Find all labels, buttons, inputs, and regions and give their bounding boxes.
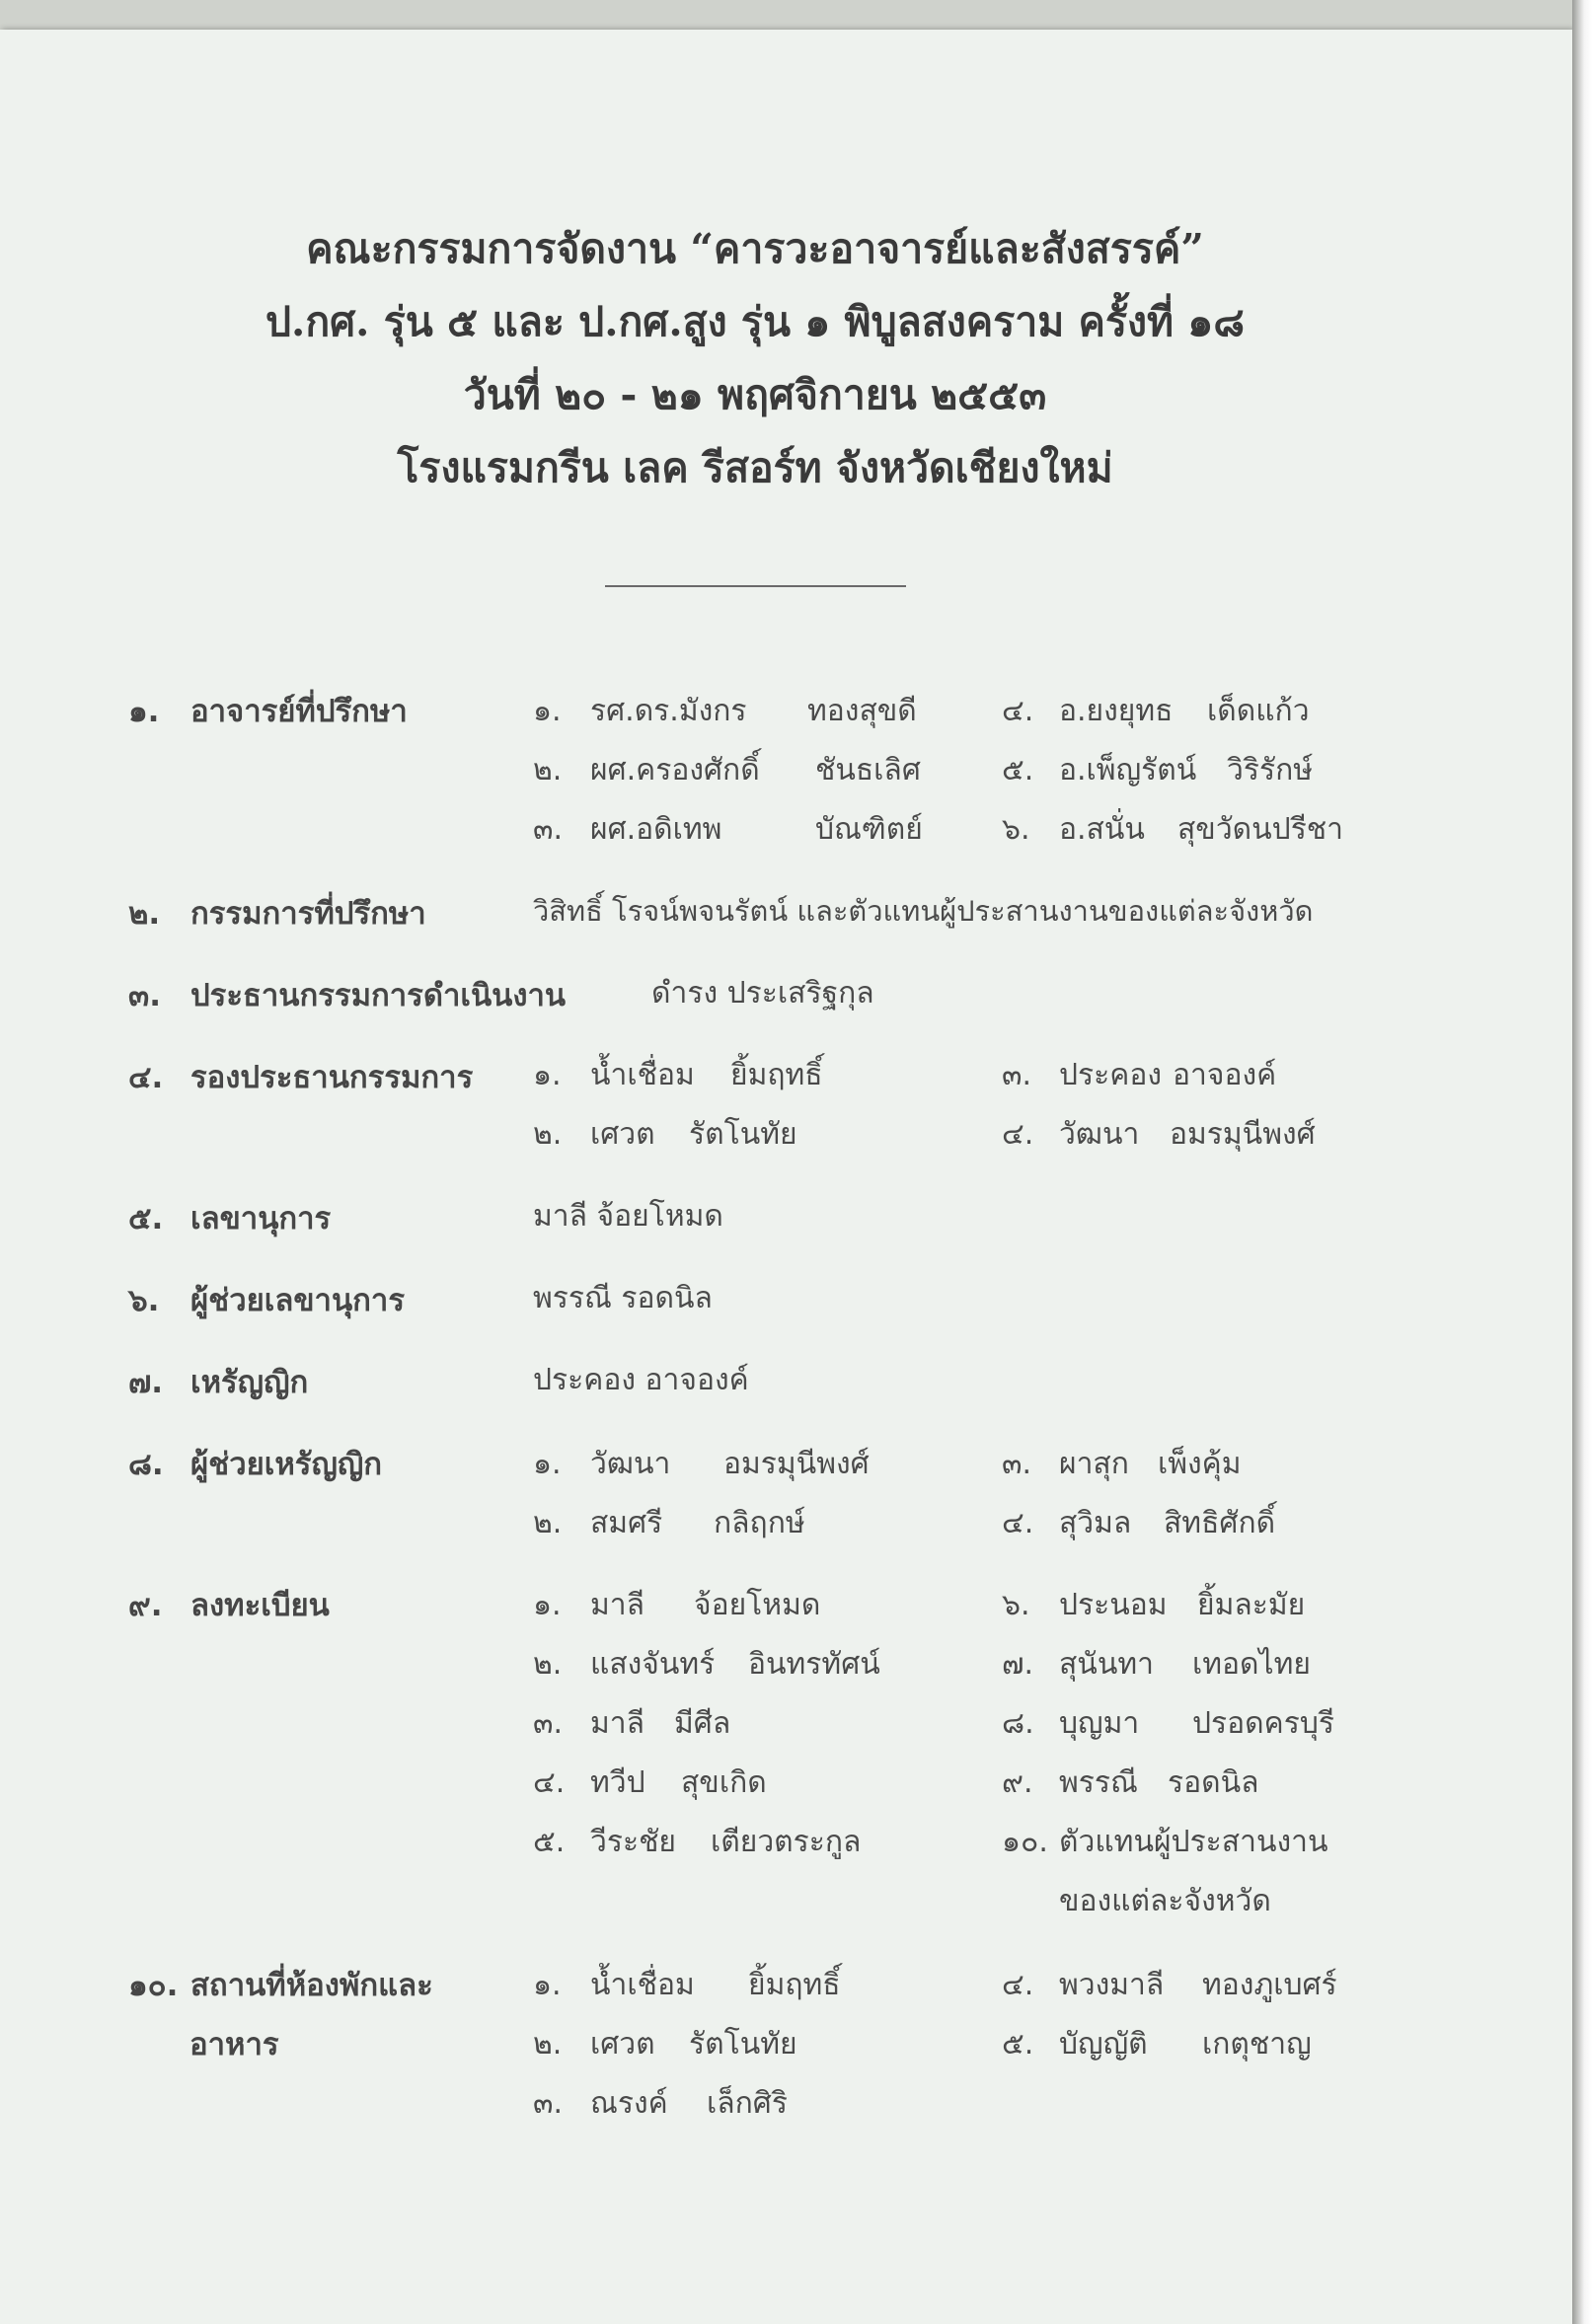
section-6-value: พรรณี รอดนิล [533,1281,713,1315]
list-item: ๖. อ.สนั่น สุขวัดนปรีชา [1002,812,1344,847]
section-4-label: ๔. รองประธานกรรมการ [128,1060,474,1095]
list-item: ๒. เศวต รัตโนทัย [533,1117,797,1152]
section-3-label: ๓. ประธานกรรมการดำเนินงาน [128,978,567,1013]
section-10-label: ๑๐. สถานที่ห้องพักและ [128,1968,433,2003]
list-item-continuation: ของแต่ละจังหวัด [1059,1884,1271,1918]
section-7-label: ๗. เหรัญญิก [128,1365,309,1400]
list-item: ๑. น้ำเชื่อม ยิ้มฤทธิ์ [533,1968,841,2002]
list-item: ๕. วีระชัย เตียวตระกูล [533,1825,862,1859]
list-item: ๖. ประนอม ยิ้มละมัย [1002,1588,1306,1622]
list-item: ๒. เศวต รัตโนทัย [533,2027,797,2062]
list-item: ๓. ณรงค์ เล็กศิริ [533,2086,788,2121]
list-item: ๔. พวงมาลี ทองภูเบศร์ [1002,1968,1337,2002]
list-item: ๑. น้ำเชื่อม ยิ้มฤทธิ์ [533,1058,823,1092]
list-item: ๓. ผาสุก เพ็งคุ้ม [1002,1447,1242,1481]
list-item: ๘. บุญมา ปรอดครบุรี [1002,1706,1334,1741]
list-item: ๒. แสงจันทร์ อินทรทัศน์ [533,1647,880,1682]
list-item: ๒. สมศรี กลิฤกษ์ [533,1506,805,1540]
list-item: ๒. ผศ.ครองศักดิ์ ชันธเลิศ [533,753,921,787]
title-line-1: คณะกรรมการจัดงาน “คารวะอาจารย์และสังสรรค์” [306,225,1204,272]
section-3-value: ดำรง ประเสริฐกุล [651,976,874,1011]
list-item: ๓. ประคอง อาจองค์ [1002,1058,1277,1092]
section-2-value: วิสิทธิ์ โรจน์พจนรัตน์ และตัวแทนผู้ประสานงานของแต่ละจังหวัด [533,894,1314,928]
list-item: ๔. สุวิมล สิทธิศักดิ์ [1002,1506,1276,1540]
list-item: ๓. มาลี มีศีล [533,1706,731,1741]
title-line-4: โรงแรมกรีน เลค รีสอร์ท จังหวัดเชียงใหม่ [397,444,1113,491]
section-7-value: ประคอง อาจองค์ [533,1363,749,1397]
section-5-label: ๕. เลขานุการ [128,1201,332,1237]
section-6-label: ๖. ผู้ช่วยเลขานุการ [128,1283,405,1318]
document-title [0,212,1510,504]
list-item: ๔. วัฒนา อมรมุนีพงศ์ [1002,1117,1316,1152]
list-item: ๔. อ.ยงยุทธ เด็ดแก้ว [1002,694,1310,728]
title-line-2: ป.กศ. รุ่น ๕ และ ป.กศ.สูง รุ่น ๑ พิบูลสงคราม ครั้งที่ ๑๘ [265,298,1245,345]
section-8-label: ๘. ผู้ช่วยเหรัญญิก [128,1447,383,1482]
title-divider [605,585,906,587]
title-line-3: วันที่ ๒๐ - ๒๑ พฤศจิกายน ๒๕๕๓ [463,371,1047,418]
section-1-label: ๑. อาจารย์ที่ปรึกษา [128,694,408,729]
list-item: ๑๐. ตัวแทนผู้ประสานงาน [1002,1825,1328,1859]
list-item: ๑. มาลี จ้อยโหมด [533,1588,821,1622]
page-edge [1572,0,1592,2324]
list-item: ๑. วัฒนา อมรมุนีพงศ์ [533,1447,870,1481]
section-5-value: มาลี จ้อยโหมด [533,1199,723,1234]
list-item: ๑. รศ.ดร.มังกร ทองสุขดี [533,694,917,728]
list-item: ๓. ผศ.อดิเทพ บัณฑิตย์ [533,812,923,847]
list-item: ๕. อ.เพ็ญรัตน์ วิริรักษ์ [1002,753,1314,787]
list-item: ๙. พรรณี รอดนิล [1002,1765,1259,1800]
section-2-label: ๒. กรรมการที่ปรึกษา [128,896,426,932]
list-item: ๗. สุนันทา เทอดไทย [1002,1647,1311,1682]
section-10-label-continuation: อาหาร [190,2027,279,2062]
list-item: ๔. ทวีป สุขเกิด [533,1765,767,1800]
list-item: ๕. บัญญัติ เกตุชาญ [1002,2027,1312,2062]
section-9-label: ๙. ลงทะเบียน [128,1588,330,1623]
